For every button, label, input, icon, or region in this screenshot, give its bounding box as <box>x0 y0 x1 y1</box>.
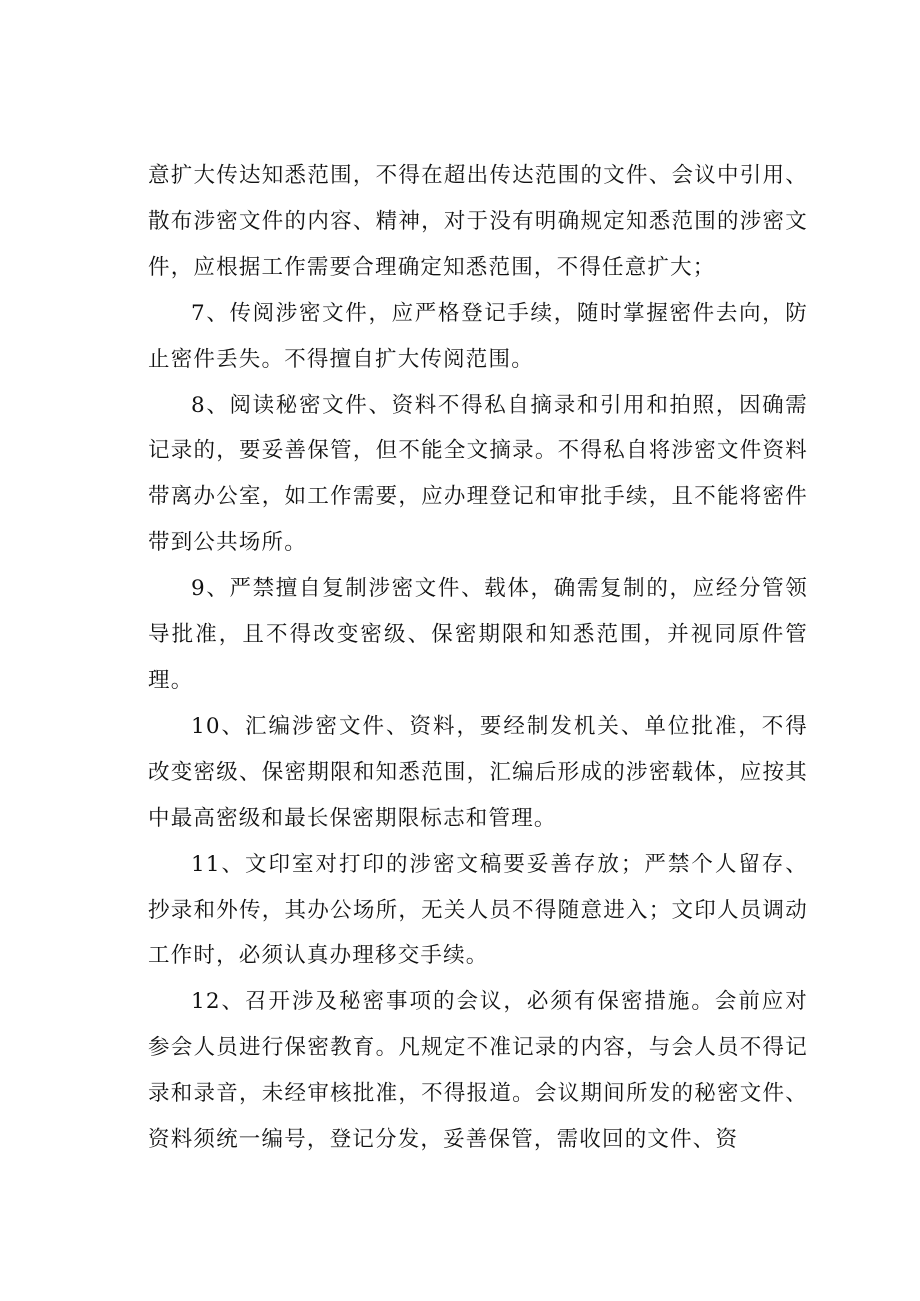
paragraph-item-11: 11、文印室对打印的涉密文稿要妥善存放；严禁个人留存、抄录和外传，其办公场所，无关人员不得随意进入；文印人员调动工作时，必须认真办理移交手续。 <box>148 851 808 969</box>
paragraph-continuation: 意扩大传达知悉范围，不得在超出传达范围的文件、会议中引用、散布涉密文件的内容、精神，对于没有明确规定知悉范围的涉密文件，应根据工作需要合理确定知悉范围，不得任意扩大； <box>148 163 808 280</box>
paragraph-item-8: 8、阅读秘密文件、资料不得私自摘录和引用和拍照，因确需记录的，要妥善保管，但不能全文摘录。不得私自将涉密文件资料带离办公室，如工作需要，应办理登记和审批手续，且不能将密件带到公共场所。 <box>148 392 808 556</box>
paragraph-item-7: 7、传阅涉密文件，应严格登记手续，随时掌握密件去向，防止密件丢失。不得擅自扩大传阅范围。 <box>148 300 808 372</box>
paragraph-item-12: 12、召开涉及秘密事项的会议，必须有保密措施。会前应对参会人员进行保密教育。凡规定不准记录的内容，与会人员不得记录和录音，未经审核批准，不得报道。会议期间所发的秘密文件、资料须统一编号，登记分发，妥善保管，需收回的文件、资 <box>148 989 808 1153</box>
paragraph-item-9: 9、严禁擅自复制涉密文件、载体，确需复制的，应经分管领导批准，且不得改变密级、保密期限和知悉范围，并视同原件管理。 <box>148 576 808 693</box>
document-body <box>148 153 808 1163</box>
paragraph-item-10: 10、汇编涉密文件、资料，要经制发机关、单位批准，不得改变密级、保密期限和知悉范围，汇编后形成的涉密载体，应按其中最高密级和最长保密期限标志和管理。 <box>148 713 808 831</box>
